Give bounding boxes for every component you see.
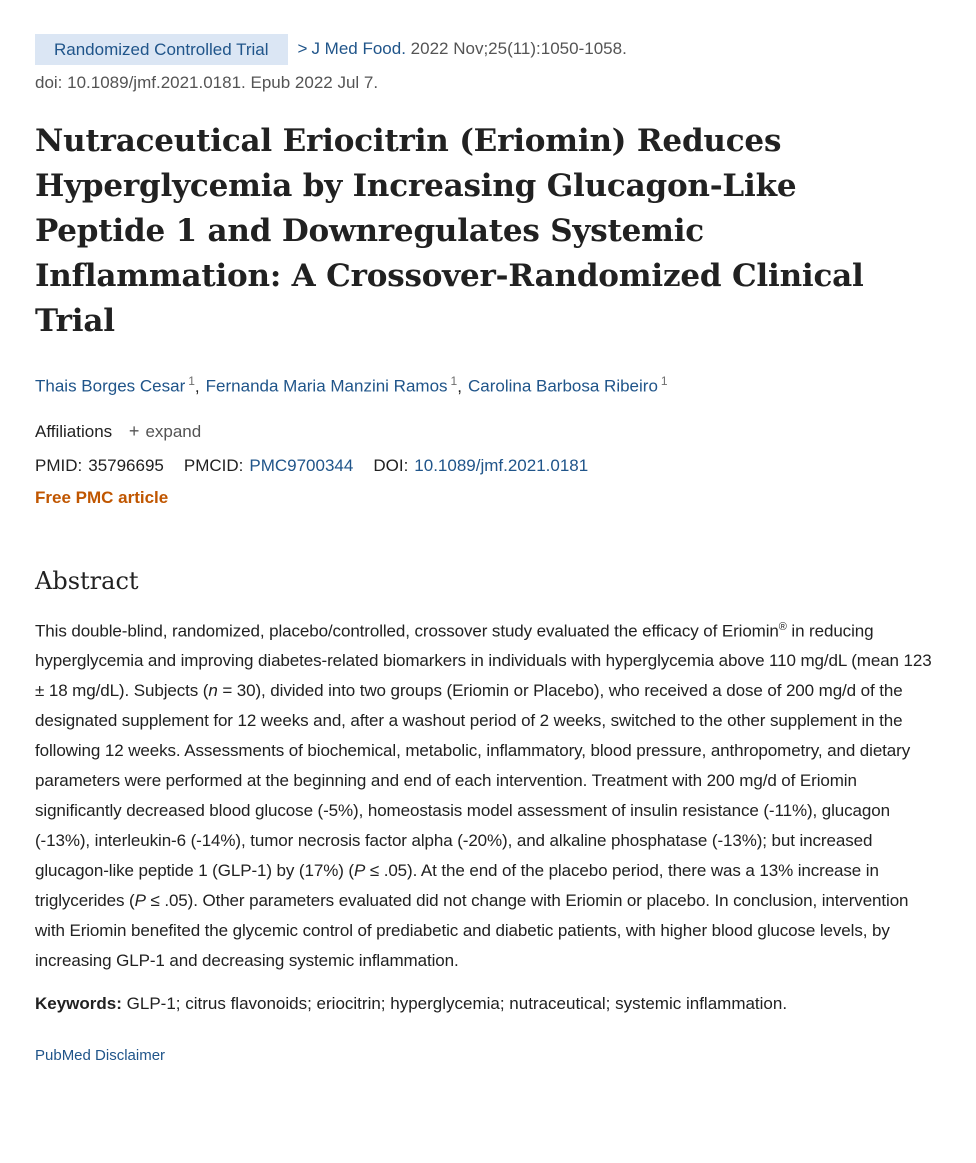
journal-link[interactable]: J Med Food. xyxy=(311,38,406,58)
author-link[interactable]: Fernanda Maria Manzini Ramos xyxy=(205,376,448,396)
author-separator: , xyxy=(457,376,462,396)
abstract-part: = 30), divided into two groups (Eriomin or Placebo), who received a dose of 200 mg/d of the designated supplement for 12 weeks and, after a washout period of 2 weeks, switched to the other supplement in the following 12 weeks. Assessments of biochemical, metabolic, inflammatory, blood pressure, anthropometry, and dietary parameters were performed at the beginning and end of each intervention. Treatment with 200 mg/d of Eriomin significantly decreased blood glucose (-5%), homeostasis model assessment of insulin resistance (-11%), glucagon (-13%), interleukin-6 (-14%), tumor necrosis factor alpha (-20%), and alkaline phosphatase (-13%); but increased glucagon-like peptide 1 (GLP-1) by (17%) ( xyxy=(35,681,911,881)
author-separator: , xyxy=(194,376,200,396)
expand-affiliations-button[interactable] xyxy=(129,422,201,441)
author-list xyxy=(35,367,936,401)
citation-line xyxy=(35,34,936,65)
doi-epub-line: doi: 10.1089/jmf.2021.0181. Epub 2022 Jul 7. xyxy=(35,73,379,92)
keywords xyxy=(35,989,936,1019)
registered-mark: ® xyxy=(778,620,787,633)
pmcid-link[interactable]: PMC9700344 xyxy=(249,455,354,475)
chevron-right-icon: > xyxy=(297,38,308,58)
abstract-text xyxy=(35,612,936,977)
keywords-label: Keywords: xyxy=(35,994,122,1014)
author-link[interactable]: Carolina Barbosa Ribeiro xyxy=(467,376,658,396)
affiliations-row xyxy=(35,418,936,445)
free-pmc-article-badge: Free PMC article xyxy=(35,487,169,507)
publication-type-badge[interactable]: Randomized Controlled Trial xyxy=(35,34,288,65)
identifiers-row xyxy=(35,453,936,479)
expand-label: expand xyxy=(145,421,202,441)
abstract-italic-p: P xyxy=(134,891,146,911)
doi-link[interactable]: 10.1089/jmf.2021.0181 xyxy=(414,455,589,475)
abstract-part: ≤ .05). At the end of the placebo period, there was a 13% increase in triglycerides ( xyxy=(35,861,879,911)
pubmed-disclaimer-link[interactable]: PubMed Disclaimer xyxy=(35,1047,166,1065)
author-link[interactable]: Thais Borges Cesar xyxy=(35,376,186,396)
affiliations-label: Affiliations xyxy=(35,421,113,441)
doi-label: DOI: xyxy=(373,455,409,475)
pmid-value: 35796695 xyxy=(88,455,164,475)
abstract-part: in reducing hyperglycemia and improving diabetes-related biomarkers in individuals with hyperglycemia above 110 mg/dL (mean 123 ± 18 mg/dL). Subjects ( xyxy=(35,621,932,701)
plus-icon: + xyxy=(128,420,140,441)
affiliation-marker[interactable]: 1 xyxy=(660,374,668,388)
keywords-text: GLP-1; citrus flavonoids; eriocitrin; hyperglycemia; nutraceutical; systemic inflammation. xyxy=(121,994,788,1014)
abstract-part: ≤ .05). Other parameters evaluated did not change with Eriomin or placebo. In conclusion, intervention with Eriomin benefited the glycemic control of prediabetic and diabetic patients, with higher blood glucose levels, by increasing GLP-1 and decreasing systemic inflammation. xyxy=(35,891,909,971)
affiliation-marker[interactable]: 1 xyxy=(450,374,458,388)
pmid-label: PMID: xyxy=(35,455,83,475)
abstract-heading: Abstract xyxy=(35,566,139,595)
abstract-italic-p: P xyxy=(353,861,366,881)
citation-text: 2022 Nov;25(11):1050-1058. xyxy=(410,38,627,58)
article-title: Nutraceutical Eriocitrin (Eriomin) Reduces Hyperglycemia by Increasing Glucagon-Like Peptide 1 and Downregulates Systemic Inflammation: A Crossover-Randomized Clinical Trial xyxy=(35,123,864,339)
pmcid-label: PMCID: xyxy=(183,455,244,475)
abstract-italic-n: n xyxy=(208,681,218,701)
affiliation-marker[interactable]: 1 xyxy=(188,374,195,388)
abstract-part: This double-blind, randomized, placebo/controlled, crossover study evaluated the efficacy of Eriomin xyxy=(35,621,779,641)
